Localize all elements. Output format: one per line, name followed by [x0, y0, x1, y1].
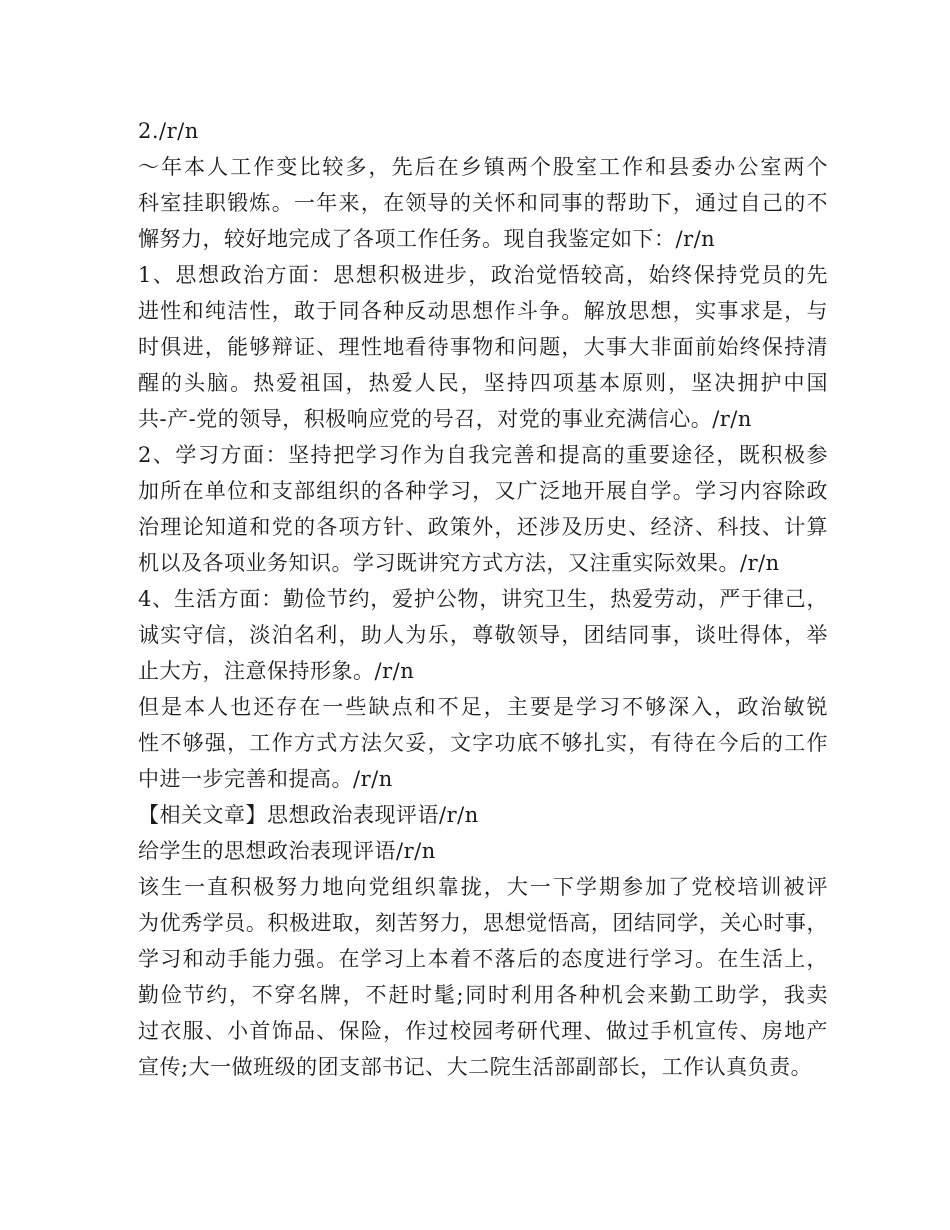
text-line: 但是本人也还存在一些缺点和不足，主要是学习不够深入，政治敏锐 — [138, 695, 828, 719]
text-line: 学习和动手能力强。在学习上本着不落后的态度进行学习。在生活上， — [138, 947, 828, 971]
text-line: 【相关文章】思想政治表现评语/r/n — [138, 803, 479, 827]
text-line: 中进一步完善和提高。/r/n — [138, 767, 393, 791]
text-line: 性不够强，工作方式方法欠妥，文字功底不够扎实，有待在今后的工作 — [138, 731, 828, 755]
text-line: 给学生的思想政治表现评语/r/n — [138, 839, 436, 863]
text-line: 宣传;大一做班级的团支部书记、大二院生活部副部长，工作认真负责。 — [138, 1055, 813, 1079]
text-line: 加所在单位和支部组织的各种学习，又广泛地开展自学。学习内容除政 — [138, 479, 828, 503]
text-line: 勤俭节约，不穿名牌，不赶时髦;同时利用各种机会来勤工助学，我卖 — [138, 983, 828, 1007]
text-line: 1、思想政治方面：思想积极进步，政治觉悟较高，始终保持党员的先 — [138, 263, 828, 287]
text-line: 2./r/n — [138, 119, 199, 143]
text-line: 科室挂职锻炼。一年来，在领导的关怀和同事的帮助下，通过自己的不 — [138, 191, 828, 215]
text-line: 2、学习方面：坚持把学习作为自我完善和提高的重要途径，既积极参 — [138, 443, 828, 467]
text-line: 懈努力，较好地完成了各项工作任务。现自我鉴定如下：/r/n — [138, 227, 716, 251]
text-line: 醒的头脑。热爱祖国，热爱人民，坚持四项基本原则，坚决拥护中国 — [138, 371, 828, 395]
document-body — [138, 113, 828, 1085]
text-line: 止大方，注意保持形象。/r/n — [138, 659, 415, 683]
text-line: 进性和纯洁性，敢于同各种反动思想作斗争。解放思想，实事求是，与 — [138, 299, 828, 323]
text-line: 治理论知道和党的各项方针、政策外，还涉及历史、经济、科技、计算 — [138, 515, 828, 539]
text-line: 过衣服、小首饰品、保险，作过校园考研代理、做过手机宣传、房地产 — [138, 1019, 828, 1043]
text-line: 共-产-党的领导，积极响应党的号召，对党的事业充满信心。/r/n — [138, 407, 752, 431]
text-line: 该生一直积极努力地向党组织靠拢，大一下学期参加了党校培训被评 — [138, 875, 828, 899]
text-line: 机以及各项业务知识。学习既讲究方式方法，又注重实际效果。/r/n — [138, 551, 780, 575]
text-line: 4、生活方面：勤俭节约，爱护公物，讲究卫生，热爱劳动，严于律己， — [138, 587, 828, 611]
text-line: 为优秀学员。积极进取，刻苦努力，思想觉悟高，团结同学，关心时事， — [138, 911, 828, 935]
text-line: ～年本人工作变比较多，先后在乡镇两个股室工作和县委办公室两个 — [138, 155, 828, 179]
text-line: 诚实守信，淡泊名利，助人为乐，尊敬领导，团结同事，谈吐得体，举 — [138, 623, 828, 647]
text-line: 时俱进，能够辩证、理性地看待事物和问题，大事大非面前始终保持清 — [138, 335, 828, 359]
